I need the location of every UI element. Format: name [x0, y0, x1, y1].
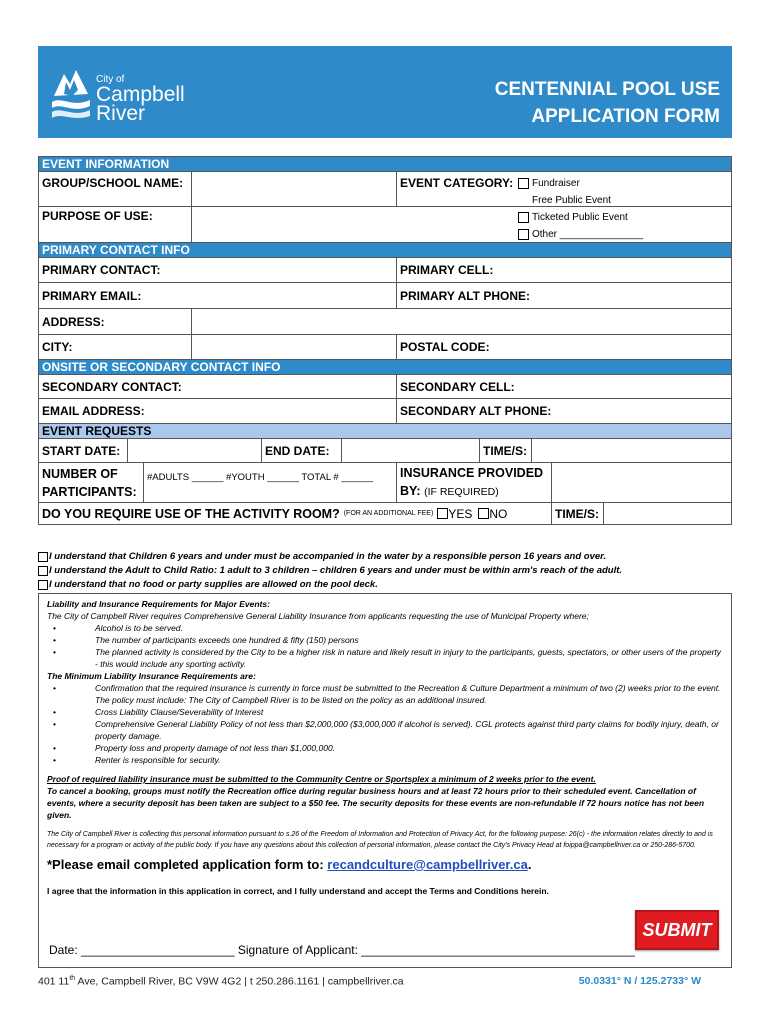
event-requests-band: EVENT REQUESTS: [39, 424, 731, 439]
event-category-label: EVENT CATEGORY:: [396, 172, 558, 206]
end-date-field[interactable]: [341, 439, 479, 462]
minimum-bullet: • Cross Liability Clause/Severability of Interest: [47, 706, 723, 718]
activity-yes-label: YES: [448, 506, 473, 521]
insurance-if-required: (IF REQUIRED): [424, 486, 499, 498]
footer-address-a: 401 11: [38, 975, 70, 988]
times-field[interactable]: [531, 439, 733, 462]
activity-no-checkbox[interactable]: [478, 508, 489, 519]
address-label: ADDRESS:: [42, 314, 105, 329]
ticketed-checkbox[interactable]: [518, 212, 529, 223]
activity-no-label: NO: [489, 506, 508, 521]
participants-label: [39, 463, 143, 502]
secondary-email-label: EMAIL ADDRESS:: [42, 404, 145, 418]
proof-notice: [47, 773, 723, 785]
footer-coordinates: 50.0331° N / 125.2733° W: [578, 975, 701, 987]
participants-label-2: PARTICIPANTS:: [42, 484, 137, 499]
group-name-field[interactable]: [191, 172, 396, 206]
category-label: Fundraiser: [532, 178, 580, 189]
event-category-list: [518, 175, 643, 243]
email-link[interactable]: recandculture@campbellriver.ca: [327, 857, 528, 872]
submit-button[interactable]: SUBMIT: [635, 910, 719, 950]
start-date-label: START DATE:: [42, 443, 121, 458]
date-signature-line[interactable]: Date: _______________________ Signature of Applicant: _________________________________________: [49, 943, 635, 957]
group-name-label: GROUP/SCHOOL NAME:: [42, 176, 184, 190]
secondary-contact-band: ONSITE OR SECONDARY CONTACT INFO: [39, 360, 731, 375]
minimum-bullet: • Confirmation that the required insurance is currently in force must be submitted to the Recreation & Culture Department a minimum of two (2) weeks prior to the event. The policy must include: The City of Campbell River is to be listed on the policy as an additional insured.: [47, 682, 723, 706]
category-ticketed[interactable]: [518, 209, 643, 226]
secondary-alt-phone-label: SECONDARY ALT PHONE:: [396, 399, 733, 423]
liability-heading: Liability and Insurance Requirements for Major Events:: [47, 599, 270, 609]
times-label: TIME/S:: [479, 439, 531, 462]
activity-room-row: [39, 503, 731, 524]
ack-text: I understand the Adult to Child Ratio: 1 adult to 3 children – children 6 years and under must be within arm's reach of the adult.: [49, 565, 623, 576]
minimum-bullet: • Property loss and property damage of not less than $1,000,000.: [47, 742, 723, 754]
primary-alt-phone-label: PRIMARY ALT PHONE:: [396, 283, 733, 308]
category-label: Other _______________: [532, 229, 644, 240]
end-date-label: END DATE:: [261, 439, 341, 462]
city-logo: [50, 64, 190, 124]
ack-no-food-checkbox[interactable]: [38, 580, 48, 590]
category-other[interactable]: [518, 226, 643, 243]
participants-label-1: NUMBER OF: [42, 466, 118, 481]
city-label: CITY:: [42, 340, 73, 354]
minimum-bullet: • Renter is responsible for security.: [47, 754, 723, 766]
address-row: [39, 309, 731, 335]
primary-email-row: [39, 283, 731, 309]
page-title: [495, 76, 720, 130]
category-free-public[interactable]: [518, 192, 643, 209]
ack-ratio-checkbox[interactable]: [38, 566, 48, 576]
footer-address: [38, 975, 404, 988]
email-end: .: [527, 857, 532, 872]
logo-river: River: [96, 102, 146, 125]
liability-intro: The City of Campbell River requires Comprehensive General Liability Insurance from applicants requesting the use of Municipal Property where;: [47, 611, 589, 621]
email-prompt: *Please email completed application form to:: [47, 857, 328, 872]
city-row: [39, 335, 731, 360]
activity-times-field[interactable]: [603, 503, 733, 524]
minimum-heading: The Minimum Liability Insurance Requirements are:: [47, 671, 256, 681]
event-information-band: EVENT INFORMATION: [39, 157, 731, 172]
title-line-1: CENTENNIAL POOL USE: [494, 79, 720, 100]
email-instruction: [47, 859, 723, 871]
activity-times-label: TIME/S:: [551, 503, 603, 524]
form-header: [38, 46, 732, 138]
insurance-field[interactable]: [551, 463, 733, 502]
primary-contact-label: PRIMARY CONTACT:: [42, 263, 161, 277]
fundraiser-checkbox[interactable]: [518, 178, 529, 189]
liability-bullet: • The number of participants exceeds one hundred & fifty (150) persons: [47, 634, 723, 646]
start-date-field[interactable]: [127, 439, 261, 462]
ack-supervision-checkbox[interactable]: [38, 552, 48, 562]
secondary-contact-row: [39, 375, 731, 399]
dates-row: [39, 439, 731, 463]
logo-campbell: Campbell: [96, 83, 185, 106]
activity-room-label: DO YOU REQUIRE USE OF THE ACTIVITY ROOM?: [42, 506, 340, 521]
liability-bullet: • Alcohol is to be served.: [47, 622, 723, 634]
activity-room-question: [39, 503, 551, 524]
liability-bullet: • The planned activity is considered by the City to be a higher risk in nature and likely result in injury to the participants, guests, spectators, or other users of the property - this would include any sporting activity.: [47, 646, 723, 670]
free-public-checkbox[interactable]: [518, 195, 529, 206]
ack-no-food[interactable]: [38, 579, 378, 590]
cancel-notice: To cancel a booking, groups must notify the Recreation office during regular business hours and at least 72 hours prior to their scheduled event. Cancellation of events, where a security deposit has been taken are subject to a $50 fee. The security deposits for these events are non-refundable if 72 hours notice has not been given.: [47, 786, 705, 820]
proof-text: Proof of required liability insurance must be submitted to the Community Centre or Sportsplex a minimum of 2 weeks prior to the event.: [47, 774, 596, 784]
participants-row: [39, 463, 731, 503]
purpose-field[interactable]: [191, 207, 558, 242]
secondary-cell-label: SECONDARY CELL:: [396, 375, 733, 398]
primary-contact-band: PRIMARY CONTACT INFO: [39, 243, 731, 258]
address-field[interactable]: [191, 309, 733, 334]
participant-counts[interactable]: #ADULTS ______ #YOUTH ______ TOTAL # ______: [143, 463, 396, 502]
other-checkbox[interactable]: [518, 229, 529, 240]
ack-text: I understand that Children 6 years and under must be accompanied in the water by a responsible person 16 years and over.: [49, 551, 606, 562]
logo-city-of: City of: [96, 74, 125, 85]
privacy-notice: The City of Campbell River is collecting this personal information pursuant to s.26 of the Freedom of Information and Protection of Privacy Act, for the following purpose: 26(c) - the information relates directly to and is necessary for a program or activity of the public body. If you have any questions about this collection of personal information, please contact the City's Privacy Head at foippa@campbellriver.ca or 250-286-5700.: [47, 831, 713, 849]
secondary-contact-label: SECONDARY CONTACT:: [42, 379, 182, 394]
primary-email-label: PRIMARY EMAIL:: [42, 288, 142, 303]
activity-yes-checkbox[interactable]: [437, 508, 448, 519]
category-label: Free Public Event: [532, 195, 611, 206]
minimum-bullet: • Comprehensive General Liability Policy of not less than $2,000,000 ($3,000,000 if alcohol is served). CGL protects against third party claims for bodily injury, death, or property damage.: [47, 718, 723, 742]
insurance-label-1: INSURANCE PROVIDED: [400, 466, 544, 480]
footer-address-b: Ave, Campbell River, BC V9W 4G2 | t 250.286.1161 | campbellriver.ca: [75, 975, 404, 988]
ack-supervision[interactable]: [38, 551, 606, 562]
city-field[interactable]: [191, 335, 396, 359]
purpose-label: PURPOSE OF USE:: [42, 209, 153, 223]
insurance-label-2: [400, 482, 499, 501]
agreement-text: I agree that the information in this application in correct, and I fully understand and accept the Terms and Conditions herein.: [47, 886, 549, 896]
city-logo-icon: [50, 66, 92, 120]
category-fundraiser[interactable]: [518, 175, 643, 192]
terms-section: [38, 593, 732, 968]
primary-contact-row: [39, 258, 731, 283]
primary-cell-label: PRIMARY CELL:: [396, 258, 733, 282]
category-label: Ticketed Public Event: [532, 212, 628, 223]
footer-address-sup: th: [69, 975, 76, 982]
postal-code-label: POSTAL CODE:: [396, 335, 733, 359]
ack-ratio[interactable]: [38, 565, 622, 576]
ack-text: I understand that no food or party supplies are allowed on the pool deck.: [49, 579, 378, 590]
insurance-label: [396, 463, 551, 502]
insurance-by: BY:: [400, 484, 425, 498]
activity-room-fee: (FOR AN ADDITIONAL FEE): [343, 510, 434, 517]
title-line-2: APPLICATION FORM: [531, 106, 720, 127]
secondary-email-row: [39, 399, 731, 424]
